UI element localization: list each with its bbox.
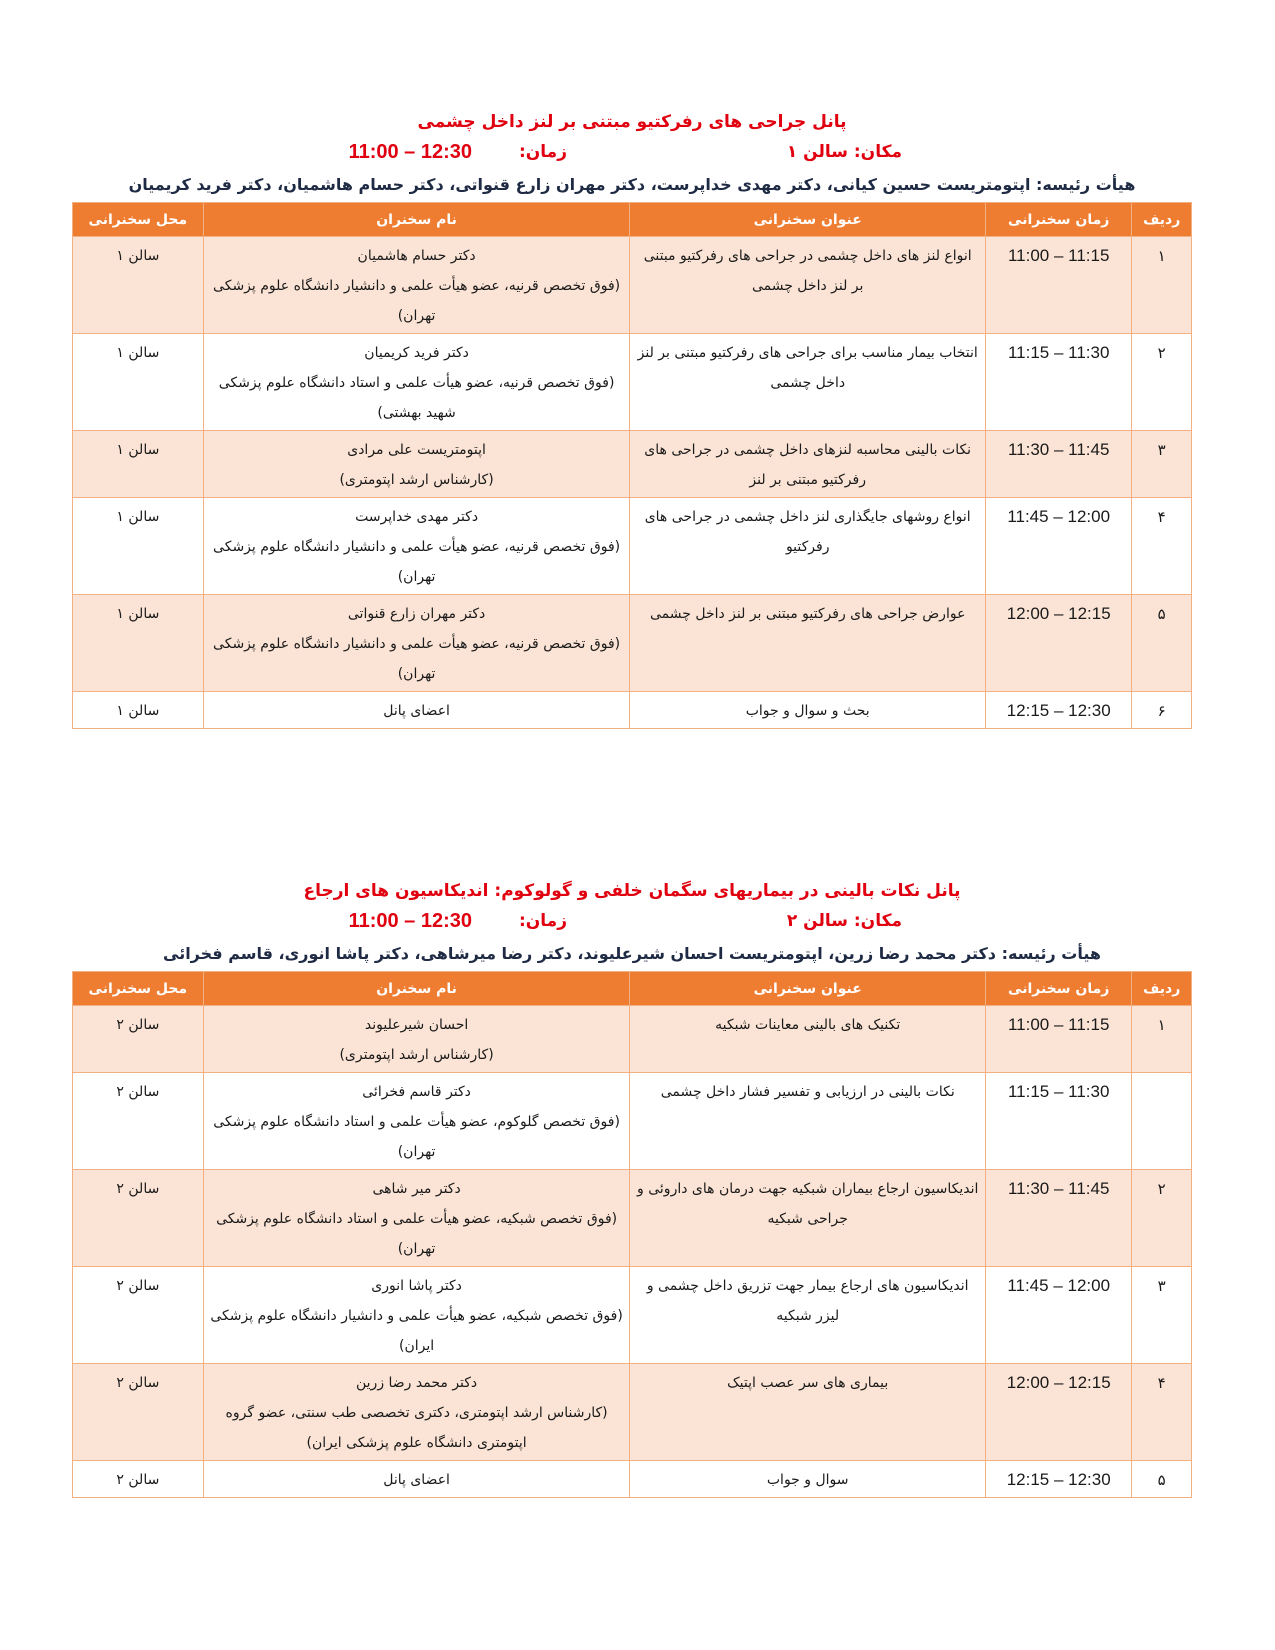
row-number: ۳: [1132, 431, 1192, 498]
row-time: 12:15 – 12:30: [985, 1461, 1131, 1498]
row-number: ۱: [1132, 1006, 1192, 1073]
row-hall: سالن ۲: [73, 1006, 204, 1073]
row-topic: سوال و جواب: [630, 1461, 986, 1498]
row-topic: تکنیک های بالینی معاینات شبکیه: [630, 1006, 986, 1073]
row-number: [1132, 1073, 1192, 1170]
header-topic: عنوان سخنرانی: [630, 203, 986, 237]
row-topic: انتخاب بیمار مناسب برای جراحی های رفرکتیو مبتنی بر لنز داخل چشمی: [630, 334, 986, 431]
row-number: ۳: [1132, 1267, 1192, 1364]
row-hall: سالن ۲: [73, 1364, 204, 1461]
speaker-name: دکتر پاشا انوری: [371, 1278, 462, 1294]
speaker-description: (فوق تخصص قرنیه، عضو هیأت علمی و دانشیار دانشگاه علوم پزشکی تهران): [213, 539, 621, 585]
table-row: [73, 431, 1192, 498]
speaker-description: (فوق تخصص قرنیه، عضو هیأت علمی و دانشیار دانشگاه علوم پزشکی تهران): [213, 278, 621, 324]
table-row: [73, 1006, 1192, 1073]
row-speaker: [203, 1364, 630, 1461]
row-speaker: [203, 237, 630, 334]
panel-time-label: زمان:: [518, 142, 567, 162]
header-row-number: ردیف: [1132, 972, 1192, 1006]
header-speaker: نام سخنران: [203, 203, 630, 237]
table-row: [73, 1267, 1192, 1364]
row-number: ۱: [1132, 237, 1192, 334]
speaker-name: دکتر میر شاهی: [372, 1181, 461, 1197]
panel-board: هیأت رئیسه: اپتومتریست حسین کیانی، دکتر مهدی خداپرست، دکتر مهران زارع قنواتی، دکتر حسام هاشمیان، دکتر فرید کریمیان: [128, 175, 1136, 194]
row-hall: سالن ۱: [73, 431, 204, 498]
row-hall: سالن ۱: [73, 498, 204, 595]
table-row: [73, 498, 1192, 595]
header-hall: محل سخنرانی: [73, 972, 204, 1006]
speaker-name: دکتر قاسم فخرائی: [362, 1084, 471, 1100]
header-time: زمان سخنرانی: [985, 972, 1131, 1006]
row-hall: سالن ۲: [73, 1267, 204, 1364]
row-hall: سالن ۱: [73, 692, 204, 729]
header-speaker: نام سخنران: [203, 972, 630, 1006]
panel-time-value: 11:00 – 12:30: [348, 141, 472, 163]
row-speaker: [203, 595, 630, 692]
row-topic: انواع لنز های داخل چشمی در جراحی های رفرکتیو مبتنی بر لنز داخل چشمی: [630, 237, 986, 334]
row-topic: نکات بالینی در ارزیابی و تفسیر فشار داخل چشمی: [630, 1073, 986, 1170]
panel-place: مکان: سالن ۲: [786, 911, 902, 931]
speaker-name: احسان شیرعلیوند: [364, 1017, 469, 1033]
speaker-name: دکتر محمد رضا زرین: [356, 1375, 478, 1391]
row-speaker: [203, 692, 630, 729]
row-speaker: [203, 1073, 630, 1170]
table-row: [73, 595, 1192, 692]
speaker-name: اپتومتریست علی مرادی: [347, 442, 486, 458]
row-hall: سالن ۱: [73, 237, 204, 334]
table-header-row: [73, 203, 1192, 237]
panel-2: [72, 877, 1192, 1498]
row-hall: سالن ۱: [73, 334, 204, 431]
row-speaker: [203, 1461, 630, 1498]
panel-1: [72, 108, 1192, 729]
row-topic: انواع روشهای جایگذاری لنز داخل چشمی در جراحی های رفرکتیو: [630, 498, 986, 595]
row-time: 12:00 – 12:15: [985, 595, 1131, 692]
table-row: [73, 334, 1192, 431]
speaker-name: دکتر حسام هاشمیان: [357, 248, 476, 264]
schedule-table: [72, 971, 1192, 1498]
speaker-name: دکتر مهران زارع قنواتی: [347, 606, 486, 622]
row-topic: اندیکاسیون ارجاع بیماران شبکیه جهت درمان های داروئی و جراحی شبکیه: [630, 1170, 986, 1267]
panel-title: پانل جراحی های رفرکتیو مبتنی بر لنز داخل چشمی: [417, 112, 847, 132]
row-topic: بیماری های سر عصب اپتیک: [630, 1364, 986, 1461]
table-row: [73, 237, 1192, 334]
row-time: 12:15 – 12:30: [985, 692, 1131, 729]
header-time: زمان سخنرانی: [985, 203, 1131, 237]
table-row: [73, 1170, 1192, 1267]
row-time: 11:15 – 11:30: [985, 334, 1131, 431]
panel-board: هیأت رئیسه: دکتر محمد رضا زرین، اپتومتریست احسان شیرعلیوند، دکتر رضا میرشاهی، دکتر پاشا انوری، قاسم فخرائی: [163, 944, 1101, 963]
row-time: 11:00 – 11:15: [985, 1006, 1131, 1073]
table-row: [73, 1073, 1192, 1170]
row-number: ۲: [1132, 334, 1192, 431]
row-time: 11:30 – 11:45: [985, 1170, 1131, 1267]
row-number: ۲: [1132, 1170, 1192, 1267]
panel-place: مکان: سالن ۱: [786, 142, 902, 162]
row-time: 11:30 – 11:45: [985, 431, 1131, 498]
panel-title: پانل نکات بالینی در بیماریهای سگمان خلفی و گولوکوم: اندیکاسیون های ارجاع: [303, 881, 961, 901]
table-row: [73, 1364, 1192, 1461]
row-number: ۶: [1132, 692, 1192, 729]
header-hall: محل سخنرانی: [73, 203, 204, 237]
speaker-name: اعضای پانل: [383, 1472, 450, 1488]
row-time: 12:00 – 12:15: [985, 1364, 1131, 1461]
header-topic: عنوان سخنرانی: [630, 972, 986, 1006]
row-number: ۵: [1132, 595, 1192, 692]
row-time: 11:45 – 12:00: [985, 498, 1131, 595]
table-header-row: [73, 972, 1192, 1006]
speaker-name: دکتر فرید کریمیان: [364, 345, 469, 361]
speaker-name: دکتر مهدی خداپرست: [355, 509, 479, 525]
row-topic: عوارض جراحی های رفرکتیو مبتنی بر لنز داخل چشمی: [630, 595, 986, 692]
row-number: ۴: [1132, 1364, 1192, 1461]
row-speaker: [203, 1267, 630, 1364]
row-time: 11:45 – 12:00: [985, 1267, 1131, 1364]
row-hall: سالن ۲: [73, 1170, 204, 1267]
schedule-table: [72, 202, 1192, 729]
speaker-description: (فوق تخصص قرنیه، عضو هیأت علمی و دانشیار دانشگاه علوم پزشکی تهران): [213, 636, 621, 682]
panel-time-value: 11:00 – 12:30: [348, 910, 472, 932]
row-speaker: [203, 334, 630, 431]
row-hall: سالن ۱: [73, 595, 204, 692]
speaker-description: (فوق تخصص قرنیه، عضو هیأت علمی و استاد دانشگاه علوم پزشکی شهید بهشتی): [218, 375, 615, 421]
header-row-number: ردیف: [1132, 203, 1192, 237]
speaker-description: (کارشناس ارشد اپتومتری): [339, 472, 494, 488]
row-number: ۴: [1132, 498, 1192, 595]
panel-meta: [72, 136, 1192, 168]
row-speaker: [203, 1170, 630, 1267]
row-speaker: [203, 431, 630, 498]
speaker-description: (فوق تخصص شبکیه، عضو هیأت علمی و استاد دانشگاه علوم پزشکی تهران): [216, 1211, 618, 1257]
row-time: 11:00 – 11:15: [985, 237, 1131, 334]
speaker-name: اعضای پانل: [383, 703, 450, 719]
row-topic: اندیکاسیون های ارجاع بیمار جهت تزریق داخل چشمی و لیزر شبکیه: [630, 1267, 986, 1364]
panel-time-label: زمان:: [518, 911, 567, 931]
row-topic: نکات بالینی محاسبه لنزهای داخل چشمی در جراحی های رفرکتیو مبتنی بر لنز: [630, 431, 986, 498]
row-speaker: [203, 1006, 630, 1073]
row-speaker: [203, 498, 630, 595]
row-time: 11:15 – 11:30: [985, 1073, 1131, 1170]
speaker-description: (فوق تخصص گلوکوم، عضو هیأت علمی و استاد دانشگاه علوم پزشکی تهران): [213, 1114, 620, 1160]
speaker-description: (کارشناس ارشد اپتومتری، دکتری تخصصی طب سنتی، عضو گروه اپتومتری دانشگاه علوم پزشکی ایران): [225, 1405, 608, 1451]
speaker-description: (کارشناس ارشد اپتومتری): [339, 1047, 494, 1063]
panel-meta: [72, 905, 1192, 937]
speaker-description: (فوق تخصص شبکیه، عضو هیأت علمی و دانشیار دانشگاه علوم پزشکی ایران): [210, 1308, 623, 1354]
table-row: [73, 692, 1192, 729]
row-hall: سالن ۲: [73, 1461, 204, 1498]
table-row: [73, 1461, 1192, 1498]
row-hall: سالن ۲: [73, 1073, 204, 1170]
row-number: ۵: [1132, 1461, 1192, 1498]
row-topic: بحث و سوال و جواب: [630, 692, 986, 729]
